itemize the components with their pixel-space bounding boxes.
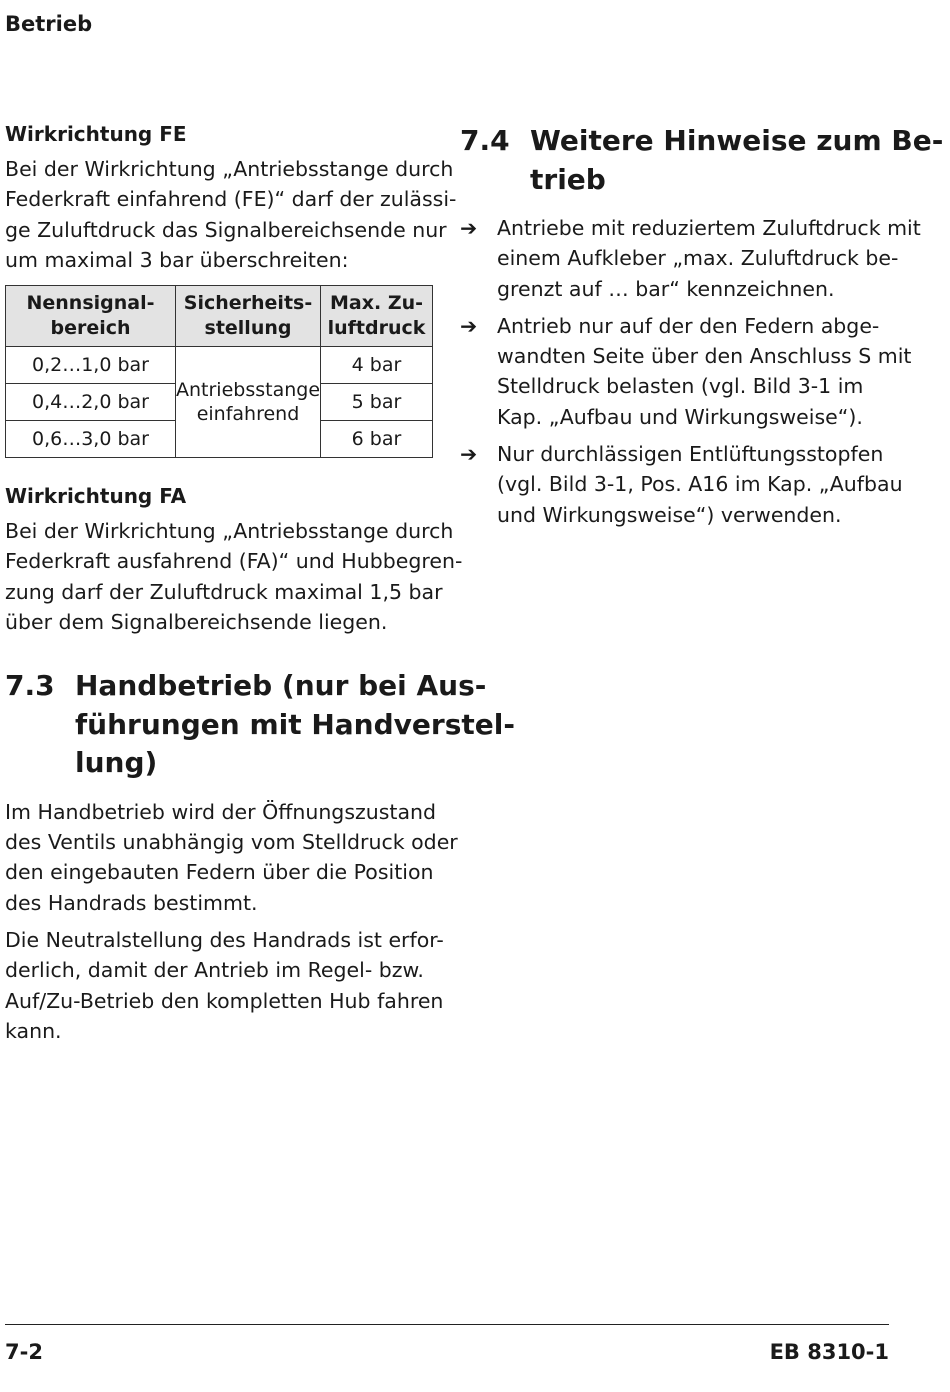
cell-range: 0,6…3,0 bar (6, 421, 176, 458)
document-id: EB 8310-1 (769, 1340, 889, 1364)
arrow-right-icon: ➔ (460, 313, 478, 338)
paragraph-handbetrieb-1: Im Handbetrieb wird der Öffnungszustand des Ventils unabhängig vom Stelldruck oder den eingebauten Federn über die Position des Handrads bestimmt. (5, 799, 458, 915)
paragraph-handbetrieb-2: Die Neutralstellung des Handrads ist erfor- derlich, damit der Antrieb im Regel- bzw. Auf/Zu-Betrieb den kompletten Hub fahren kann. (5, 928, 444, 1043)
running-header: Betrieb (5, 12, 93, 36)
header-safety-position: Sicherheits- stellung (176, 286, 321, 347)
cell-pressure: 4 bar (321, 347, 433, 384)
list-item: ➔ Antrieb nur auf der den Federn abge- wandten Seite über den Anschluss S mit Stelldruck belasten (vgl. Bild 3-1 im Kap. „Aufbau und Wirkungsweise“). (460, 311, 890, 432)
heading-fa: Wirkrichtung FA (5, 484, 187, 509)
list-item: ➔ Antriebe mit reduziertem Zuluftdruck mit einem Aufkleber „max. Zuluftdruck be- grenzt auf … bar“ kennzeichnen. (460, 213, 890, 304)
section-number: 7.3 (5, 669, 55, 703)
header-nominal-range: Nennsignal- bereich (6, 286, 176, 347)
cell-range: 0,2…1,0 bar (6, 347, 176, 384)
cell-pressure: 6 bar (321, 421, 433, 458)
header-max-pressure: Max. Zu- luftdruck (321, 286, 433, 347)
pressure-table (5, 285, 433, 458)
section-7-4-heading: 7.4 Weitere Hinweise zum Be- trieb (460, 124, 944, 196)
cell-range: 0,4…2,0 bar (6, 384, 176, 421)
table-header-row (6, 286, 433, 347)
section-number: 7.4 (460, 124, 510, 157)
cell-safety-position: Antriebsstange einfahrend (176, 347, 321, 458)
list-item: ➔ Nur durchlässigen Entlüftungsstopfen (vgl. Bild 3-1, Pos. A16 im Kap. „Aufbau und Wirkungsweise“) verwenden. (460, 439, 890, 530)
footer-divider (5, 1324, 889, 1325)
arrow-right-icon: ➔ (460, 216, 478, 240)
heading-fe: Wirkrichtung FE (5, 122, 187, 146)
section-7-3-heading: 7.3 Handbetrieb (nur bei Aus- führungen mit Handverstel- lung) (5, 669, 515, 780)
table-row (6, 347, 433, 384)
arrow-right-icon: ➔ (460, 442, 478, 467)
paragraph-fe: Bei der Wirkrichtung „Antriebsstange durch Federkraft einfahrend (FE)“ darf der zulässi- ge Zuluftdruck das Signalbereichsende nur um maximal 3 bar überschreiten: (5, 157, 457, 272)
bullet-list (460, 213, 921, 530)
page-number: 7-2 (5, 1340, 43, 1364)
cell-pressure: 5 bar (321, 384, 433, 421)
paragraph-fa: Bei der Wirkrichtung „Antriebsstange durch Federkraft ausfahrend (FA)“ und Hubbegren- zung darf der Zuluftdruck maximal 1,5 bar über dem Signalbereichsende liegen. (5, 519, 463, 635)
right-column (460, 120, 944, 530)
